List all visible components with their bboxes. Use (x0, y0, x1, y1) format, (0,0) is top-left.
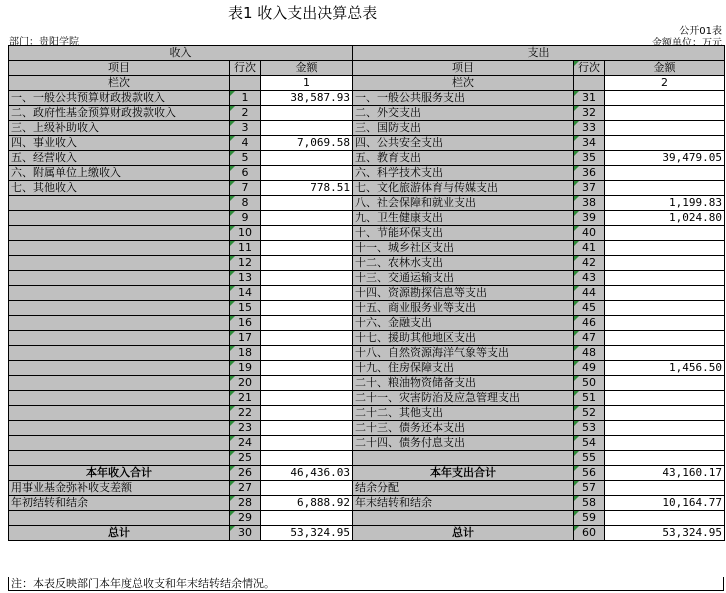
income-amount-cell (261, 406, 353, 421)
income-amount-cell (261, 256, 353, 271)
income-amount-cell (261, 286, 353, 301)
table-row (9, 181, 725, 196)
table-body (9, 91, 725, 541)
income-line-header: 行次 (230, 61, 261, 76)
income-line-cell: 4 (230, 136, 261, 151)
expense-amount-cell: 1,199.83 (605, 196, 725, 211)
income-column-number: 1 (261, 76, 353, 91)
income-line-cell: 17 (230, 331, 261, 346)
income-item-cell (9, 361, 230, 376)
expense-line-cell: 37 (574, 181, 605, 196)
expense-item-cell: 二、外交支出 (353, 106, 574, 121)
expense-item-cell: 一、一般公共服务支出 (353, 91, 574, 106)
expense-item-cell: 四、公共安全支出 (353, 136, 574, 151)
expense-item-cell: 二十三、债务还本支出 (353, 421, 574, 436)
expense-amount-cell (605, 226, 725, 241)
income-line-cell: 8 (230, 196, 261, 211)
table-row (9, 316, 725, 331)
table-row (9, 406, 725, 421)
income-item-cell (9, 451, 230, 466)
expense-line-cell: 42 (574, 256, 605, 271)
income-amount-cell (261, 121, 353, 136)
expense-line-cell: 49 (574, 361, 605, 376)
income-line-cell: 22 (230, 406, 261, 421)
expense-line-cell: 31 (574, 91, 605, 106)
income-amount-cell (261, 226, 353, 241)
income-amount-cell (261, 391, 353, 406)
expense-item-header: 项目 (353, 61, 574, 76)
income-amount-cell: 7,069.58 (261, 136, 353, 151)
income-line-cell: 6 (230, 166, 261, 181)
income-line-cell: 28 (230, 496, 261, 511)
income-amount-cell (261, 361, 353, 376)
income-item-cell (9, 226, 230, 241)
income-amount-cell (261, 346, 353, 361)
expense-line-cell: 48 (574, 346, 605, 361)
table-row (9, 331, 725, 346)
income-amount-cell (261, 196, 353, 211)
income-item-cell (9, 406, 230, 421)
expense-amount-cell: 43,160.17 (605, 466, 725, 481)
table-row (9, 451, 725, 466)
expense-item-cell: 九、卫生健康支出 (353, 211, 574, 226)
expense-item-cell: 本年支出合计 (353, 466, 574, 481)
expense-amount-cell: 10,164.77 (605, 496, 725, 511)
table-row (9, 481, 725, 496)
income-item-cell: 四、事业收入 (9, 136, 230, 151)
income-line-cell: 23 (230, 421, 261, 436)
expense-amount-cell (605, 391, 725, 406)
table-row (9, 91, 725, 106)
table-row (9, 136, 725, 151)
income-item-cell (9, 316, 230, 331)
income-amount-cell (261, 421, 353, 436)
income-line-cell: 15 (230, 301, 261, 316)
income-item-cell (9, 346, 230, 361)
income-amount-cell (261, 481, 353, 496)
income-line-cell: 11 (230, 241, 261, 256)
expense-item-cell: 十四、资源勘探信息等支出 (353, 286, 574, 301)
income-amount-cell (261, 451, 353, 466)
table-id: 公开01表 (679, 26, 722, 37)
expense-item-cell: 二十四、债务付息支出 (353, 436, 574, 451)
expense-amount-cell (605, 166, 725, 181)
expense-line-cell: 53 (574, 421, 605, 436)
income-item-cell (9, 241, 230, 256)
department-label: 部门：贵阳学院 (9, 37, 79, 48)
table-row (9, 211, 725, 226)
income-item-cell (9, 271, 230, 286)
expense-amount-cell (605, 286, 725, 301)
expense-line-cell: 34 (574, 136, 605, 151)
expense-item-cell (353, 511, 574, 526)
income-amount-cell (261, 316, 353, 331)
expense-line-cell: 38 (574, 196, 605, 211)
income-amount-cell (261, 166, 353, 181)
expense-amount-cell (605, 331, 725, 346)
expense-line-cell: 59 (574, 511, 605, 526)
income-line-cell: 7 (230, 181, 261, 196)
income-item-cell (9, 256, 230, 271)
expense-line-cell: 52 (574, 406, 605, 421)
expense-item-cell (353, 451, 574, 466)
table-row (9, 466, 725, 481)
income-item-cell (9, 421, 230, 436)
expense-amount-cell: 1,456.50 (605, 361, 725, 376)
table-row (9, 301, 725, 316)
table-row (9, 421, 725, 436)
table-row (9, 196, 725, 211)
income-amount-cell: 6,888.92 (261, 496, 353, 511)
expense-column-blank (574, 76, 605, 91)
expense-amount-cell (605, 256, 725, 271)
expense-line-cell: 43 (574, 271, 605, 286)
expense-amount-cell (605, 241, 725, 256)
income-line-cell: 30 (230, 526, 261, 541)
expense-item-cell: 二十二、其他支出 (353, 406, 574, 421)
income-amount-header: 金额 (261, 61, 353, 76)
expense-item-cell: 总计 (353, 526, 574, 541)
income-item-cell: 年初结转和结余 (9, 496, 230, 511)
income-line-cell: 24 (230, 436, 261, 451)
table-row (9, 166, 725, 181)
expense-item-cell: 五、教育支出 (353, 151, 574, 166)
income-item-cell: 总计 (9, 526, 230, 541)
expense-column-label: 栏次 (353, 76, 574, 91)
income-line-cell: 14 (230, 286, 261, 301)
expense-item-cell: 七、文化旅游体育与传媒支出 (353, 181, 574, 196)
table-row (9, 511, 725, 526)
expense-amount-cell (605, 271, 725, 286)
income-item-cell (9, 286, 230, 301)
income-amount-cell: 778.51 (261, 181, 353, 196)
income-item-header: 项目 (9, 61, 230, 76)
income-line-cell: 9 (230, 211, 261, 226)
income-line-cell: 19 (230, 361, 261, 376)
expense-amount-cell (605, 106, 725, 121)
expense-line-cell: 57 (574, 481, 605, 496)
table-row (9, 286, 725, 301)
expense-item-cell: 年末结转和结余 (353, 496, 574, 511)
expense-amount-header: 金额 (605, 61, 725, 76)
unit-label: 金额单位：万元 (652, 38, 722, 49)
income-line-cell: 21 (230, 391, 261, 406)
income-amount-cell (261, 106, 353, 121)
income-item-cell: 本年收入合计 (9, 466, 230, 481)
expense-item-cell: 十八、自然资源海洋气象等支出 (353, 346, 574, 361)
income-item-cell: 用事业基金弥补收支差额 (9, 481, 230, 496)
expense-amount-cell (605, 436, 725, 451)
footnote: 注：本表反映部门本年度总收支和年末结转结余情况。 (8, 577, 724, 591)
expense-line-cell: 36 (574, 166, 605, 181)
income-item-cell (9, 511, 230, 526)
expense-item-cell: 三、国防支出 (353, 121, 574, 136)
expense-line-cell: 44 (574, 286, 605, 301)
income-line-cell: 5 (230, 151, 261, 166)
income-line-cell: 18 (230, 346, 261, 361)
expense-line-cell: 45 (574, 301, 605, 316)
table-row (9, 226, 725, 241)
expense-amount-cell: 53,324.95 (605, 526, 725, 541)
income-line-cell: 16 (230, 316, 261, 331)
report-title: 表1 收入支出决算总表 (228, 4, 378, 22)
income-amount-cell (261, 511, 353, 526)
table-row (9, 526, 725, 541)
table-row (9, 151, 725, 166)
table-row (9, 361, 725, 376)
expense-line-cell: 32 (574, 106, 605, 121)
expense-line-cell: 47 (574, 331, 605, 346)
expense-line-cell: 60 (574, 526, 605, 541)
income-line-cell: 12 (230, 256, 261, 271)
expense-item-cell: 十七、援助其他地区支出 (353, 331, 574, 346)
table-row (9, 121, 725, 136)
expense-header: 支出 (353, 46, 725, 61)
income-amount-cell: 38,587.93 (261, 91, 353, 106)
expense-amount-cell: 1,024.80 (605, 211, 725, 226)
income-amount-cell (261, 271, 353, 286)
income-line-cell: 27 (230, 481, 261, 496)
income-expense-table (8, 45, 725, 541)
expense-amount-cell (605, 346, 725, 361)
income-item-cell: 二、政府性基金预算财政拨款收入 (9, 106, 230, 121)
expense-item-cell: 结余分配 (353, 481, 574, 496)
expense-line-cell: 33 (574, 121, 605, 136)
expense-line-cell: 58 (574, 496, 605, 511)
expense-amount-cell (605, 406, 725, 421)
table-row (9, 241, 725, 256)
expense-line-cell: 51 (574, 391, 605, 406)
table-row (9, 436, 725, 451)
income-item-cell (9, 196, 230, 211)
income-item-cell (9, 301, 230, 316)
income-column-blank (230, 76, 261, 91)
income-amount-cell: 46,436.03 (261, 466, 353, 481)
income-amount-cell (261, 331, 353, 346)
expense-item-cell: 八、社会保障和就业支出 (353, 196, 574, 211)
expense-amount-cell (605, 481, 725, 496)
expense-line-cell: 41 (574, 241, 605, 256)
income-amount-cell (261, 241, 353, 256)
income-column-label: 栏次 (9, 76, 230, 91)
table-row (9, 496, 725, 511)
expense-column-number: 2 (605, 76, 725, 91)
expense-amount-cell (605, 421, 725, 436)
income-amount-cell (261, 211, 353, 226)
income-line-cell: 1 (230, 91, 261, 106)
expense-line-cell: 39 (574, 211, 605, 226)
expense-amount-cell (605, 91, 725, 106)
expense-amount-cell (605, 181, 725, 196)
expense-item-cell: 二十一、灾害防治及应急管理支出 (353, 391, 574, 406)
expense-item-cell: 十一、城乡社区支出 (353, 241, 574, 256)
expense-amount-cell (605, 136, 725, 151)
expense-line-cell: 50 (574, 376, 605, 391)
income-line-cell: 25 (230, 451, 261, 466)
income-item-cell (9, 211, 230, 226)
expense-item-cell: 十三、交通运输支出 (353, 271, 574, 286)
income-item-cell (9, 376, 230, 391)
expense-line-cell: 54 (574, 436, 605, 451)
income-amount-cell: 53,324.95 (261, 526, 353, 541)
expense-item-cell: 十六、金融支出 (353, 316, 574, 331)
expense-line-cell: 55 (574, 451, 605, 466)
table-row (9, 256, 725, 271)
expense-item-cell: 十五、商业服务业等支出 (353, 301, 574, 316)
income-line-cell: 2 (230, 106, 261, 121)
income-amount-cell (261, 436, 353, 451)
income-item-cell: 三、上级补助收入 (9, 121, 230, 136)
income-header: 收入 (9, 46, 353, 61)
table-row (9, 346, 725, 361)
expense-amount-cell: 39,479.05 (605, 151, 725, 166)
expense-amount-cell (605, 301, 725, 316)
expense-item-cell: 六、科学技术支出 (353, 166, 574, 181)
income-line-cell: 13 (230, 271, 261, 286)
table-row (9, 106, 725, 121)
expense-line-header: 行次 (574, 61, 605, 76)
income-amount-cell (261, 376, 353, 391)
income-line-cell: 26 (230, 466, 261, 481)
income-item-cell (9, 436, 230, 451)
income-item-cell: 一、一般公共预算财政拨款收入 (9, 91, 230, 106)
expense-amount-cell (605, 511, 725, 526)
expense-item-cell: 十、节能环保支出 (353, 226, 574, 241)
income-item-cell: 六、附属单位上缴收入 (9, 166, 230, 181)
expense-amount-cell (605, 121, 725, 136)
expense-item-cell: 二十、粮油物资储备支出 (353, 376, 574, 391)
expense-item-cell: 十二、农林水支出 (353, 256, 574, 271)
table-row (9, 376, 725, 391)
expense-amount-cell (605, 451, 725, 466)
expense-line-cell: 40 (574, 226, 605, 241)
income-amount-cell (261, 301, 353, 316)
expense-line-cell: 35 (574, 151, 605, 166)
income-line-cell: 20 (230, 376, 261, 391)
income-line-cell: 29 (230, 511, 261, 526)
income-line-cell: 10 (230, 226, 261, 241)
income-item-cell (9, 331, 230, 346)
expense-line-cell: 46 (574, 316, 605, 331)
expense-amount-cell (605, 316, 725, 331)
expense-amount-cell (605, 376, 725, 391)
income-line-cell: 3 (230, 121, 261, 136)
income-amount-cell (261, 151, 353, 166)
income-item-cell: 五、经营收入 (9, 151, 230, 166)
income-item-cell: 七、其他收入 (9, 181, 230, 196)
table-row (9, 391, 725, 406)
table-row (9, 271, 725, 286)
expense-line-cell: 56 (574, 466, 605, 481)
expense-item-cell: 十九、住房保障支出 (353, 361, 574, 376)
income-item-cell (9, 391, 230, 406)
